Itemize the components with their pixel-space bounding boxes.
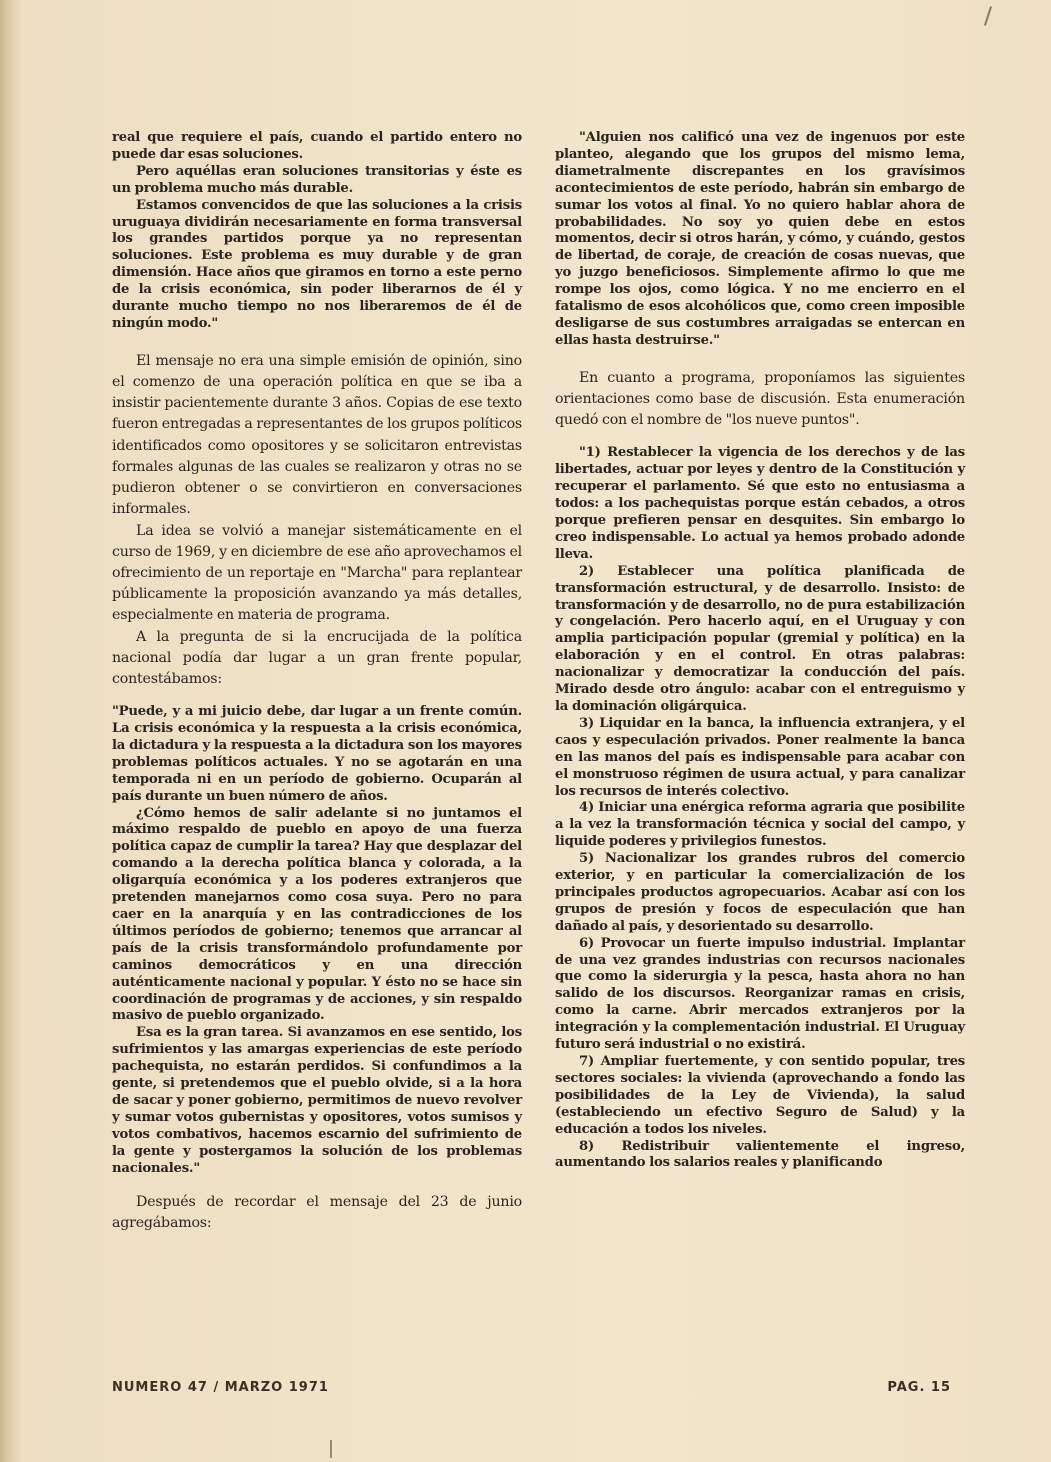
right-column [555,130,965,1172]
bottom-pencil-mark [330,1440,332,1458]
paragraph: Pero aquéllas eran soluciones transitorias y éste es un problema mucho más durable. [112,163,522,196]
nine-points-list [555,445,965,1172]
list-item: 8) Redistribuir valientemente el ingreso, aumentando los salarios reales y planificando [555,1138,965,1171]
body-block-3 [555,368,965,432]
paragraph: "Alguien nos calificó una vez de ingenuos por este planteo, alegando que los grupos del mismo lema, diametralmente discrepantes en los gravísimos acontecimientos de este período, habrán sin embargo de sumar los votos al final. Yo no quiero hablar ahora de probabilidades. No soy yo quien debe en estos momentos, decir si otros harán, y cómo, y cuándo, gestos de libertad, de coraje, de creación de cosas nuevas, que yo juzgo beneficiosos. Simplemente afirmo lo que me rompe los ojos, como lógica. Y no me encierro en el fatalismo de esos alcohólicos que, como creen imposible desligarse de sus costumbres arraigadas se entercan en ellas hasta destruirse." [555,130,965,348]
list-item: 7) Ampliar fuertemente, y con sentido popular, tres sectores sociales: la vivienda (aprovechando a fondo las posibilidades de la Ley de Vivienda), la salud (estableciendo un efectivo Seguro de Salud) y la educación a todos los niveles. [555,1054,965,1137]
list-item: 5) Nacionalizar los grandes rubros del comercio exterior, y en particular la comercialización de los principales productos agropecuarios. Acabar así con los grupos de presión y focos de especulación que han dañado al país, y desorientado su desarrollo. [555,851,965,934]
paragraph: A la pregunta de si la encrucijada de la política nacional podía dar lugar a un gran frente popular, contestábamos: [112,628,522,687]
left-column [112,130,522,1234]
paragraph: real que requiere el país, cuando el partido entero no puede dar esas soluciones. [112,130,522,162]
quote-block-1 [112,130,522,333]
page-number: PAG. 15 [887,1380,951,1395]
paragraph: Esa es la gran tarea. Si avanzamos en ese sentido, los sufrimientos y las amargas experiencias de este período pachequista, no estarán perdidos. Si confundimos a la gente, si pretendemos que el pueblo olvide, si a la hora de sacar y poner gobierno, permitimos de nuevo revolver y sumar votos gubernistas y opositores, votos sumisos y votos combativos, hacemos escarnio del sufrimiento de la gente y postergamos la solución de los problemas nacionales." [112,1025,522,1176]
list-item: 3) Liquidar en la banca, la influencia extranjera, y el caos y especulación privados. Poner realmente la banca en las manos del país es indispensable para acabar con el monstruoso régimen de usura actual, y para canalizar los recursos de interés colectivo. [555,715,965,799]
list-item: 4) Iniciar una enérgica reforma agraria que posibilite a la vez la transformación técnica y social del campo, y liquide poderes y privilegios funestos. [555,800,965,850]
quote-block-2 [112,704,522,1177]
paragraph: "Puede, y a mi juicio debe, dar lugar a un frente común. La crisis económica y la respuesta a la crisis económica, la dictadura y la respuesta a la dictadura son los mayores problemas políticos actuales. Y no se agotarán en una temporada ni en un período de gobierno. Ocuparán al país durante un buen número de años. [112,704,522,804]
list-item: 6) Provocar un fuerte impulso industrial. Implantar de una vez grandes industrias con recursos nacionales que como la siderurgia y la pesca, hasta ahora no han salido de los discursos. Reorganizar ramas en crisis, como la carne. Abrir mercados extranjeros por la integración y la complementación industrial. El Uruguay futuro será industrial o no existirá. [555,935,965,1053]
paragraph: La idea se volvió a manejar sistemáticamente en el curso de 1969, y en diciembre de ese año aprovechamos el ofrecimiento de un reportaje en "Marcha" para replantear públicamente la proposición avanzando ya más detalles, especialmente en materia de programa. [112,522,522,624]
body-block-2 [112,1192,522,1234]
paragraph: En cuanto a programa, proponíamos las siguientes orientaciones como base de discusión. Esta enumeración quedó con el nombre de "los nueve puntos". [555,369,965,429]
paragraph: ¿Cómo hemos de salir adelante si no juntamos el máximo respaldo de pueblo en apoyo de una fuerza política capaz de cumplir la tarea? Hay que desplazar del comando a la derecha política blanca y colorada, a la oligarquía económica y a los poderes extranjeros que pretenden manejarnos como cosa suya. Pero no para caer en la anarquía y en las contradicciones de los últimos períodos de gobierno; tenemos que arrancar al país de la crisis transformándolo profundamente por caminos democráticos y en una dirección auténticamente nacional y popular. Y ésto no se hace sin coordinación de programas y de acciones, y sin respaldo masivo de pueblo organizado. [112,805,522,1024]
list-item: 2) Establecer una política planificada de transformación estructural, y de desarrollo. Insisto: de transformación y de desarrollo, no de pura estabilización y congelación. Pero hacerlo aquí, en el Uruguay y con amplia participación popular (gremial y política) en la elaboración y en el control. En otras palabras: nacionalizar y democratizar la conducción del país. Mirado desde otro ángulo: acabar con el entreguismo y la dominación oligárquica. [555,563,965,714]
paragraph: El mensaje no era una simple emisión de opinión, sino el comenzo de una operación política en que se iba a insistir pacientemente durante 3 años. Copias de ese texto fueron entregadas a representantes de los grupos políticos identificados como opositores y se solicitaron entrevistas formales algunas de las cuales se realizaron y otras no se pudieron obtener o se convirtieron en conversaciones informales. [112,352,522,518]
paragraph: Después de recordar el mensaje del 23 de junio agregábamos: [112,1193,522,1231]
paragraph: Estamos convencidos de que las soluciones a la crisis uruguaya dividirán necesariamente en forma transversal los grandes partidos porque ya no representan soluciones. Este problema es muy durable y de gran dimensión. Hace años que giramos en torno a este perno de la crisis económica, sin poder liberarnos de él y durante mucho tiempo no nos liberaremos de él de ningún modo." [112,197,522,331]
issue-footer: NUMERO 47 / MARZO 1971 [112,1380,329,1395]
quote-block-3 [555,130,965,350]
list-item: "1) Restablecer la vigencia de los derechos y de las libertades, actuar por leyes y dentro de la Constitución y recuperar el parlamento. Sé que esto no entusiasma a todos: a los pachequistas porque están cebados, a otros porque prefieren pensar en desquites. Sin embargo lo creo indispensable. Lo actual ya hemos probado adonde lleva. [555,445,965,562]
body-block-1 [112,351,522,690]
